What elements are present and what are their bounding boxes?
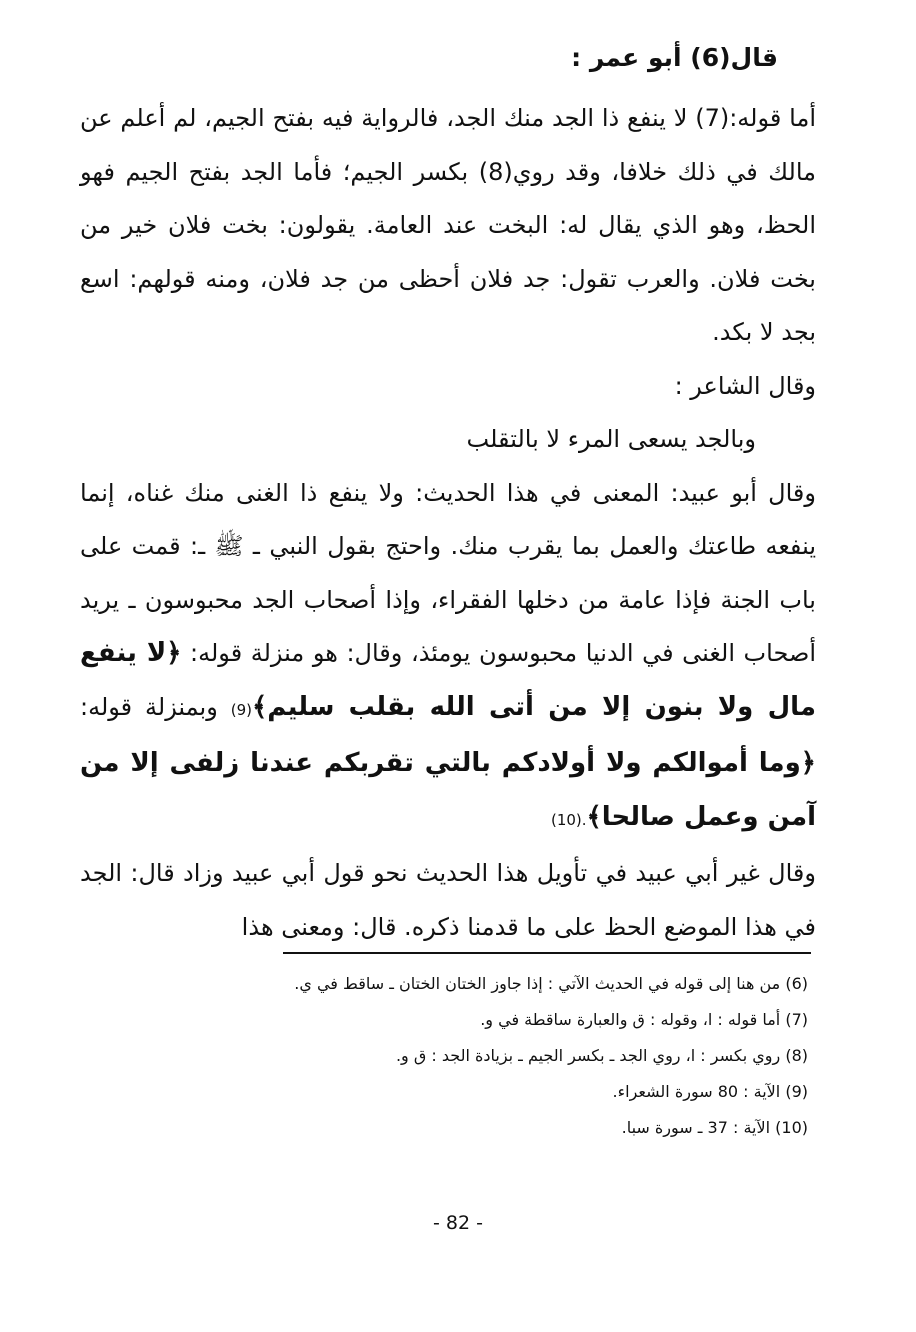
main-text [80,92,816,954]
footnote-7: (7) أما قوله : ا، وقوله : ق والعبارة ساقطة في و. [480,1010,808,1029]
quran-quote-shuara: ﴿لا ينفع مال ولا بنون إلا من أتى الله بقلب سليم﴾ [80,638,817,722]
footnote-8: (8) روي بكسر : ا، روي الجد ـ بكسر الجيم ـ بزيادة الجد : ق و. [395,1046,808,1065]
quran-quote-saba: ﴿وما أموالكم ولا أولادكم بالتي تقربكم عندنا زلفى إلا من آمن وعمل صالحا﴾ [80,748,816,832]
paragraph-abu-ubaid [80,467,816,848]
page-number: - 82 - [433,1212,483,1234]
paragraph-jadd-meaning: أما قوله:(7) لا ينفع ذا الجد منك الجد، فالرواية فيه بفتح الجيم، لم أعلم عن مالك في ذلك خلافا، وقد روي(8) بكسر الجيم؛ فأما الجد بفتح الجيم فهو الحظ، وهو الذي يقال له: البخت عند العامة. يقولون: بخت فلان خير من بخت فلان. والعرب تقول: جد فلان أحظى من جد فلان، ومنه قولهم: اسع بجد لا بكد. [80,104,816,346]
footnote-ref-10: .(10) [550,810,587,829]
paragraph-other-interpretation: وقال غير أبي عبيد في تأويل هذا الحديث نحو قول أبي عبيد وزاد قال: الجد في هذا الموضع الحظ على ما قدمنا ذكره. قال: ومعنى هذا [80,859,816,941]
abu-ubaid-text-part2: وبمنزلة قوله: [80,692,231,721]
section-heading: قال(6) أبو عمر : [571,43,778,72]
abu-ubaid-text-part1: وقال أبو عبيد: المعنى في هذا الحديث: ولا ينفع ذا الغنى منك غناه، إنما ينفعه طاعتك والعمل بما يقرب منك. واحتج بقول النبي ـ ﷺ ـ: قمت على باب الجنة فإذا عامة من دخلها الفقراء، وإذا أصحاب الجد محبوسون ـ يريد أصحاب الغنى في الدنيا محبوسون يومئذ، وقال: هو منزلة قوله: [80,478,817,667]
footnote-divider [283,952,811,954]
footnote-6: (6) من هنا إلى قوله في الحديث الآتي : إذا جاوز الختان الختان ـ ساقط في ي. [294,974,808,993]
footnote-9: (9) الآية : 80 سورة الشعراء. [612,1082,808,1101]
verse-line: وبالجد يسعى المرء لا بالتقلب [466,425,756,453]
footnote-10: (10) الآية : 37 ـ سورة سبا. [621,1118,808,1137]
paragraph-poet-intro: وقال الشاعر : [674,371,816,400]
footnotes [208,966,808,1146]
poetry-verse [80,413,816,467]
footnote-ref-9: (9) [230,700,252,719]
